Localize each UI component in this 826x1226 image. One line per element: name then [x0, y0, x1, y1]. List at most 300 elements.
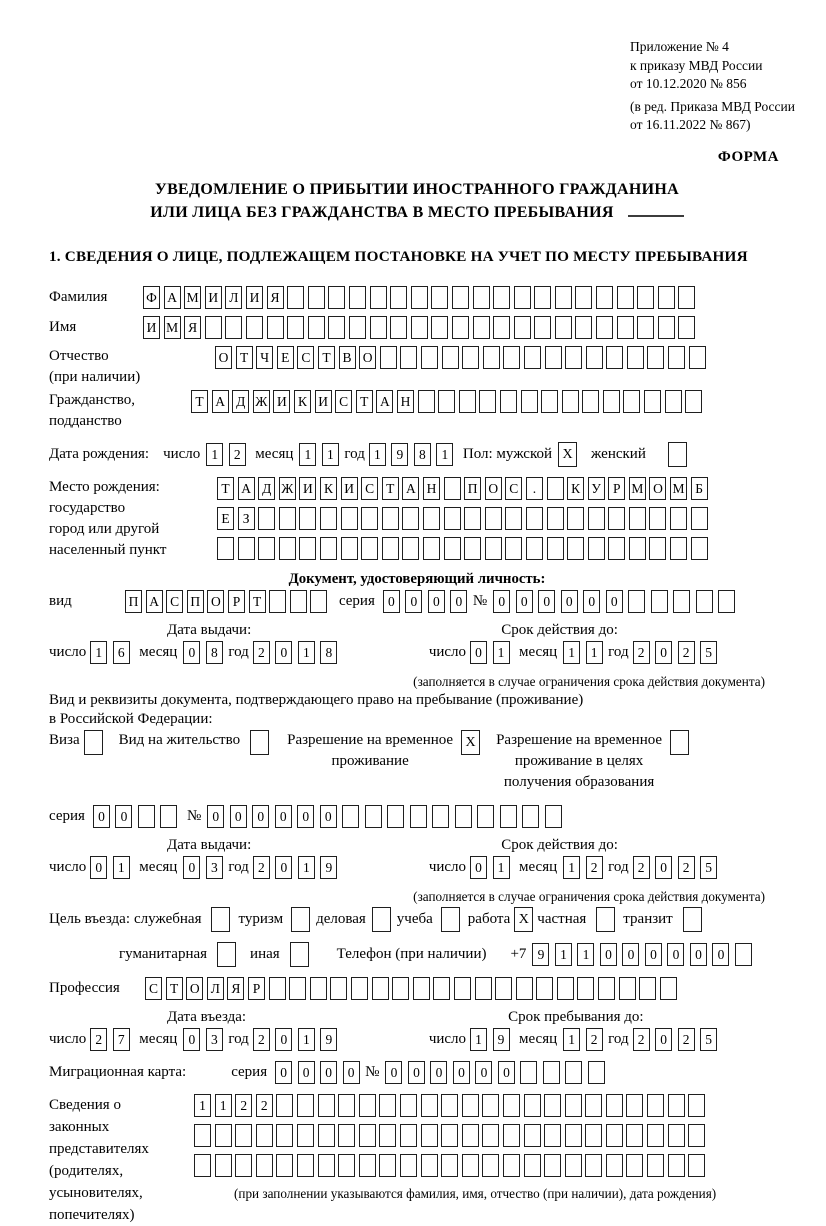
char-cell[interactable]	[493, 286, 510, 309]
birthplace-cells-row1[interactable]	[217, 477, 711, 500]
char-cell[interactable]: 0	[450, 590, 467, 613]
char-cell[interactable]	[215, 1154, 232, 1177]
char-cell[interactable]	[575, 316, 592, 339]
char-cell[interactable]	[289, 977, 306, 1000]
char-cell[interactable]	[562, 390, 579, 413]
representatives-cells-row1[interactable]	[194, 1094, 716, 1117]
char-cell[interactable]	[670, 507, 687, 530]
char-cell[interactable]	[516, 977, 533, 1000]
char-cell[interactable]	[462, 1154, 479, 1177]
char-cell[interactable]	[557, 977, 574, 1000]
char-cell[interactable]	[588, 1061, 605, 1084]
char-cell[interactable]	[629, 507, 646, 530]
char-cell[interactable]	[215, 1124, 232, 1147]
char-cell[interactable]: А	[376, 390, 393, 413]
char-cell[interactable]	[276, 1094, 293, 1117]
char-cell[interactable]: О	[649, 477, 666, 500]
char-cell[interactable]	[475, 977, 492, 1000]
permit-valid-day-cells[interactable]	[470, 856, 515, 879]
char-cell[interactable]	[258, 537, 275, 560]
char-cell[interactable]: 0	[655, 641, 672, 664]
visa-checkbox[interactable]	[84, 730, 103, 755]
char-cell[interactable]: Л	[225, 286, 242, 309]
char-cell[interactable]	[310, 590, 327, 613]
char-cell[interactable]: Ж	[279, 477, 296, 500]
char-cell[interactable]: 0	[183, 641, 200, 664]
char-cell[interactable]	[441, 1124, 458, 1147]
temp-permit-edu-checkbox[interactable]	[670, 730, 689, 755]
entry-year-cells[interactable]	[253, 1028, 343, 1051]
char-cell[interactable]	[673, 590, 690, 613]
char-cell[interactable]: 0	[275, 641, 292, 664]
char-cell[interactable]	[330, 977, 347, 1000]
char-cell[interactable]	[585, 1124, 602, 1147]
char-cell[interactable]: 6	[113, 641, 130, 664]
char-cell[interactable]: А	[164, 286, 181, 309]
char-cell[interactable]	[503, 1124, 520, 1147]
char-cell[interactable]: 7	[113, 1028, 130, 1051]
char-cell[interactable]	[225, 316, 242, 339]
char-cell[interactable]: Т	[382, 477, 399, 500]
char-cell[interactable]: 1	[493, 856, 510, 879]
char-cell[interactable]	[421, 1094, 438, 1117]
char-cell[interactable]: Б	[691, 477, 708, 500]
char-cell[interactable]	[370, 316, 387, 339]
char-cell[interactable]: 1	[369, 443, 386, 466]
char-cell[interactable]: 1	[322, 443, 339, 466]
char-cell[interactable]: 8	[320, 641, 337, 664]
char-cell[interactable]	[351, 977, 368, 1000]
char-cell[interactable]	[649, 507, 666, 530]
char-cell[interactable]: 2	[256, 1094, 273, 1117]
char-cell[interactable]	[379, 1154, 396, 1177]
char-cell[interactable]	[567, 537, 584, 560]
char-cell[interactable]: 0	[453, 1061, 470, 1084]
char-cell[interactable]: 1	[90, 641, 107, 664]
char-cell[interactable]: 0	[600, 943, 617, 966]
char-cell[interactable]	[555, 286, 572, 309]
permit-valid-month-cells[interactable]	[563, 856, 608, 879]
char-cell[interactable]: 0	[320, 805, 337, 828]
char-cell[interactable]: 2	[235, 1094, 252, 1117]
char-cell[interactable]: 0	[275, 1028, 292, 1051]
char-cell[interactable]: 1	[563, 641, 580, 664]
doc-valid-month-cells[interactable]	[563, 641, 608, 664]
char-cell[interactable]	[379, 1094, 396, 1117]
char-cell[interactable]: 0	[320, 1061, 337, 1084]
char-cell[interactable]	[338, 1124, 355, 1147]
char-cell[interactable]	[665, 390, 682, 413]
char-cell[interactable]: П	[464, 477, 481, 500]
char-cell[interactable]: 0	[667, 943, 684, 966]
char-cell[interactable]	[338, 1094, 355, 1117]
birth-day-cells[interactable]	[206, 443, 251, 466]
char-cell[interactable]: 0	[183, 856, 200, 879]
char-cell[interactable]	[658, 286, 675, 309]
char-cell[interactable]	[534, 316, 551, 339]
char-cell[interactable]	[585, 1094, 602, 1117]
char-cell[interactable]: Ч	[256, 346, 273, 369]
char-cell[interactable]: 0	[183, 1028, 200, 1051]
char-cell[interactable]: Т	[166, 977, 183, 1000]
char-cell[interactable]	[544, 1124, 561, 1147]
char-cell[interactable]: А	[146, 590, 163, 613]
citizenship-cells[interactable]	[191, 390, 706, 413]
permit-series-cells[interactable]	[93, 805, 183, 828]
char-cell[interactable]	[647, 1124, 664, 1147]
char-cell[interactable]: 9	[320, 856, 337, 879]
char-cell[interactable]	[565, 346, 582, 369]
char-cell[interactable]: И	[341, 477, 358, 500]
char-cell[interactable]	[452, 316, 469, 339]
entry-day-cells[interactable]	[90, 1028, 135, 1051]
surname-cells[interactable]	[143, 286, 699, 309]
char-cell[interactable]	[359, 1154, 376, 1177]
char-cell[interactable]	[617, 316, 634, 339]
char-cell[interactable]	[299, 537, 316, 560]
doc-number-cells[interactable]	[493, 590, 741, 613]
char-cell[interactable]	[644, 390, 661, 413]
char-cell[interactable]: 0	[583, 590, 600, 613]
stay-month-cells[interactable]	[563, 1028, 608, 1051]
char-cell[interactable]	[606, 1154, 623, 1177]
char-cell[interactable]	[691, 507, 708, 530]
char-cell[interactable]	[668, 1094, 685, 1117]
birth-year-cells[interactable]	[369, 443, 459, 466]
char-cell[interactable]	[361, 507, 378, 530]
purpose-study-checkbox[interactable]	[441, 907, 460, 932]
char-cell[interactable]	[547, 537, 564, 560]
birth-month-cells[interactable]	[299, 443, 344, 466]
char-cell[interactable]: 0	[428, 590, 445, 613]
char-cell[interactable]: Р	[608, 477, 625, 500]
char-cell[interactable]	[689, 346, 706, 369]
char-cell[interactable]	[320, 507, 337, 530]
char-cell[interactable]	[482, 1154, 499, 1177]
char-cell[interactable]	[606, 1094, 623, 1117]
char-cell[interactable]	[588, 507, 605, 530]
char-cell[interactable]: 5	[700, 641, 717, 664]
char-cell[interactable]: 0	[645, 943, 662, 966]
char-cell[interactable]	[431, 316, 448, 339]
char-cell[interactable]: Т	[217, 477, 234, 500]
char-cell[interactable]	[637, 316, 654, 339]
char-cell[interactable]	[382, 507, 399, 530]
char-cell[interactable]	[668, 1124, 685, 1147]
char-cell[interactable]	[390, 286, 407, 309]
char-cell[interactable]	[402, 507, 419, 530]
char-cell[interactable]	[520, 1061, 537, 1084]
char-cell[interactable]	[670, 537, 687, 560]
char-cell[interactable]	[647, 346, 664, 369]
char-cell[interactable]	[341, 537, 358, 560]
char-cell[interactable]: 0	[516, 590, 533, 613]
char-cell[interactable]: М	[184, 286, 201, 309]
char-cell[interactable]: .	[526, 477, 543, 500]
char-cell[interactable]	[629, 537, 646, 560]
char-cell[interactable]	[544, 1094, 561, 1117]
char-cell[interactable]	[256, 1124, 273, 1147]
char-cell[interactable]	[503, 1154, 520, 1177]
char-cell[interactable]	[444, 507, 461, 530]
char-cell[interactable]: 2	[633, 1028, 650, 1051]
char-cell[interactable]	[290, 590, 307, 613]
name-cells[interactable]	[143, 316, 699, 339]
char-cell[interactable]	[400, 346, 417, 369]
char-cell[interactable]	[411, 286, 428, 309]
char-cell[interactable]: К	[567, 477, 584, 500]
char-cell[interactable]	[637, 286, 654, 309]
char-cell[interactable]	[658, 316, 675, 339]
char-cell[interactable]	[452, 286, 469, 309]
char-cell[interactable]: 0	[405, 590, 422, 613]
char-cell[interactable]	[544, 1154, 561, 1177]
char-cell[interactable]	[390, 316, 407, 339]
char-cell[interactable]	[598, 977, 615, 1000]
char-cell[interactable]: 1	[206, 443, 223, 466]
char-cell[interactable]: В	[339, 346, 356, 369]
char-cell[interactable]	[432, 805, 449, 828]
char-cell[interactable]: 1	[563, 856, 580, 879]
char-cell[interactable]: О	[186, 977, 203, 1000]
char-cell[interactable]	[691, 537, 708, 560]
char-cell[interactable]: С	[335, 390, 352, 413]
char-cell[interactable]: А	[212, 390, 229, 413]
char-cell[interactable]	[359, 1124, 376, 1147]
purpose-humanitarian-checkbox[interactable]	[217, 942, 236, 967]
permit-issue-month-cells[interactable]	[183, 856, 228, 879]
char-cell[interactable]	[318, 1094, 335, 1117]
char-cell[interactable]	[482, 1094, 499, 1117]
char-cell[interactable]: 0	[475, 1061, 492, 1084]
char-cell[interactable]	[524, 1124, 541, 1147]
char-cell[interactable]	[606, 346, 623, 369]
representatives-cells-row2[interactable]	[194, 1124, 716, 1147]
char-cell[interactable]	[299, 507, 316, 530]
char-cell[interactable]	[421, 346, 438, 369]
char-cell[interactable]	[459, 390, 476, 413]
char-cell[interactable]: К	[294, 390, 311, 413]
char-cell[interactable]	[526, 507, 543, 530]
char-cell[interactable]: А	[238, 477, 255, 500]
char-cell[interactable]	[341, 507, 358, 530]
char-cell[interactable]	[400, 1154, 417, 1177]
char-cell[interactable]: 2	[586, 1028, 603, 1051]
char-cell[interactable]: 2	[586, 856, 603, 879]
char-cell[interactable]: 0	[275, 1061, 292, 1084]
char-cell[interactable]: 3	[206, 856, 223, 879]
char-cell[interactable]: 0	[712, 943, 729, 966]
char-cell[interactable]	[370, 286, 387, 309]
char-cell[interactable]: 0	[606, 590, 623, 613]
char-cell[interactable]	[279, 537, 296, 560]
char-cell[interactable]	[349, 286, 366, 309]
char-cell[interactable]: 5	[700, 1028, 717, 1051]
phone-cells[interactable]	[532, 943, 757, 966]
char-cell[interactable]	[685, 390, 702, 413]
char-cell[interactable]: 1	[586, 641, 603, 664]
char-cell[interactable]	[444, 537, 461, 560]
char-cell[interactable]	[596, 316, 613, 339]
char-cell[interactable]	[217, 537, 234, 560]
char-cell[interactable]: И	[143, 316, 160, 339]
birthplace-cells-row3[interactable]	[217, 537, 711, 560]
sex-female-checkbox[interactable]	[668, 442, 687, 467]
char-cell[interactable]	[647, 1154, 664, 1177]
char-cell[interactable]	[411, 316, 428, 339]
char-cell[interactable]: 0	[470, 856, 487, 879]
char-cell[interactable]	[400, 1094, 417, 1117]
char-cell[interactable]: 2	[678, 641, 695, 664]
char-cell[interactable]: 1	[555, 943, 572, 966]
char-cell[interactable]: И	[315, 390, 332, 413]
char-cell[interactable]: Я	[267, 286, 284, 309]
char-cell[interactable]: 5	[700, 856, 717, 879]
char-cell[interactable]: 9	[320, 1028, 337, 1051]
purpose-other-checkbox[interactable]	[290, 942, 309, 967]
char-cell[interactable]	[555, 316, 572, 339]
permit-number-cells[interactable]	[207, 805, 567, 828]
char-cell[interactable]	[318, 1124, 335, 1147]
char-cell[interactable]	[256, 1154, 273, 1177]
char-cell[interactable]: 1	[470, 1028, 487, 1051]
char-cell[interactable]	[606, 1124, 623, 1147]
char-cell[interactable]: 1	[577, 943, 594, 966]
temp-permit-checkbox[interactable]: X	[461, 730, 480, 755]
char-cell[interactable]	[194, 1124, 211, 1147]
char-cell[interactable]	[623, 390, 640, 413]
char-cell[interactable]: 1	[436, 443, 453, 466]
char-cell[interactable]: 0	[498, 1061, 515, 1084]
char-cell[interactable]	[423, 537, 440, 560]
char-cell[interactable]	[287, 316, 304, 339]
char-cell[interactable]	[596, 286, 613, 309]
char-cell[interactable]: 0	[343, 1061, 360, 1084]
char-cell[interactable]: 0	[493, 590, 510, 613]
char-cell[interactable]	[524, 1154, 541, 1177]
char-cell[interactable]	[586, 346, 603, 369]
char-cell[interactable]: С	[505, 477, 522, 500]
char-cell[interactable]: 1	[298, 1028, 315, 1051]
char-cell[interactable]	[493, 316, 510, 339]
char-cell[interactable]	[246, 316, 263, 339]
char-cell[interactable]	[455, 805, 472, 828]
sex-male-checkbox[interactable]: X	[558, 442, 577, 467]
purpose-transit-checkbox[interactable]	[683, 907, 702, 932]
char-cell[interactable]	[400, 1124, 417, 1147]
char-cell[interactable]	[297, 1124, 314, 1147]
char-cell[interactable]	[639, 977, 656, 1000]
char-cell[interactable]: 8	[414, 443, 431, 466]
purpose-work-checkbox[interactable]: X	[514, 907, 533, 932]
char-cell[interactable]: 0	[383, 590, 400, 613]
stay-day-cells[interactable]	[470, 1028, 515, 1051]
char-cell[interactable]: 2	[253, 856, 270, 879]
purpose-tourism-checkbox[interactable]	[291, 907, 310, 932]
char-cell[interactable]	[442, 346, 459, 369]
doc-issue-year-cells[interactable]	[253, 641, 343, 664]
char-cell[interactable]: 0	[690, 943, 707, 966]
char-cell[interactable]: 2	[253, 1028, 270, 1051]
char-cell[interactable]	[477, 805, 494, 828]
char-cell[interactable]	[205, 316, 222, 339]
char-cell[interactable]	[482, 1124, 499, 1147]
char-cell[interactable]: 2	[253, 641, 270, 664]
char-cell[interactable]	[626, 1124, 643, 1147]
char-cell[interactable]	[565, 1094, 582, 1117]
char-cell[interactable]	[279, 507, 296, 530]
char-cell[interactable]	[320, 537, 337, 560]
char-cell[interactable]: Н	[397, 390, 414, 413]
char-cell[interactable]	[258, 507, 275, 530]
char-cell[interactable]: 0	[655, 1028, 672, 1051]
char-cell[interactable]	[565, 1061, 582, 1084]
char-cell[interactable]: 1	[215, 1094, 232, 1117]
char-cell[interactable]	[138, 805, 155, 828]
char-cell[interactable]	[464, 537, 481, 560]
char-cell[interactable]: И	[299, 477, 316, 500]
char-cell[interactable]: 0	[622, 943, 639, 966]
char-cell[interactable]	[603, 390, 620, 413]
char-cell[interactable]	[418, 390, 435, 413]
char-cell[interactable]: О	[359, 346, 376, 369]
char-cell[interactable]	[696, 590, 713, 613]
migration-number-cells[interactable]	[385, 1061, 610, 1084]
char-cell[interactable]	[269, 977, 286, 1000]
char-cell[interactable]: 0	[297, 805, 314, 828]
char-cell[interactable]: П	[187, 590, 204, 613]
char-cell[interactable]: О	[207, 590, 224, 613]
char-cell[interactable]	[441, 1154, 458, 1177]
char-cell[interactable]	[627, 346, 644, 369]
purpose-commercial-checkbox[interactable]	[372, 907, 391, 932]
char-cell[interactable]: 1	[113, 856, 130, 879]
char-cell[interactable]	[505, 507, 522, 530]
char-cell[interactable]: 8	[206, 641, 223, 664]
char-cell[interactable]	[380, 346, 397, 369]
char-cell[interactable]: Л	[207, 977, 224, 1000]
char-cell[interactable]	[473, 286, 490, 309]
doc-valid-year-cells[interactable]	[633, 641, 723, 664]
char-cell[interactable]: Т	[356, 390, 373, 413]
char-cell[interactable]	[413, 977, 430, 1000]
char-cell[interactable]	[365, 805, 382, 828]
char-cell[interactable]	[349, 316, 366, 339]
migration-series-cells[interactable]	[275, 1061, 365, 1084]
char-cell[interactable]	[276, 1124, 293, 1147]
char-cell[interactable]: И	[205, 286, 222, 309]
patronymic-cells[interactable]	[215, 346, 709, 369]
char-cell[interactable]: 2	[633, 641, 650, 664]
char-cell[interactable]	[479, 390, 496, 413]
char-cell[interactable]	[565, 1124, 582, 1147]
char-cell[interactable]	[462, 1094, 479, 1117]
char-cell[interactable]	[328, 316, 345, 339]
char-cell[interactable]	[410, 805, 427, 828]
doc-issue-month-cells[interactable]	[183, 641, 228, 664]
char-cell[interactable]	[392, 977, 409, 1000]
char-cell[interactable]	[678, 316, 695, 339]
char-cell[interactable]	[545, 346, 562, 369]
char-cell[interactable]	[308, 316, 325, 339]
char-cell[interactable]: Ж	[253, 390, 270, 413]
char-cell[interactable]	[297, 1094, 314, 1117]
char-cell[interactable]: О	[485, 477, 502, 500]
char-cell[interactable]	[514, 316, 531, 339]
char-cell[interactable]: 0	[275, 805, 292, 828]
char-cell[interactable]: 2	[229, 443, 246, 466]
char-cell[interactable]	[617, 286, 634, 309]
